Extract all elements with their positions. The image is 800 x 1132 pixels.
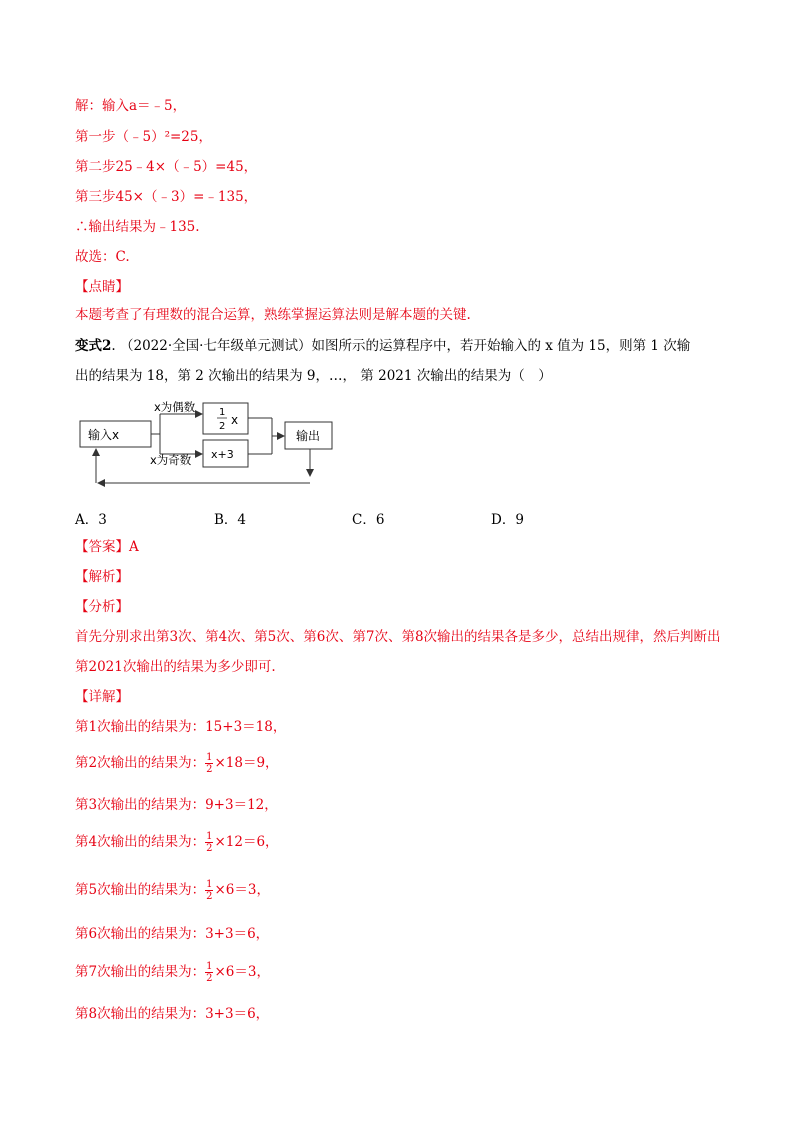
detail-expr: 3+3＝6， <box>205 926 270 942</box>
detail-prefix: 第3次输出的结果为： <box>75 797 206 813</box>
detail-expr: ×6＝3， <box>214 964 270 980</box>
odd-label: x为奇数 <box>150 453 192 467</box>
frac-num: 1 <box>206 752 213 763</box>
detail-expr: 9+3＝12， <box>205 797 278 813</box>
detail-prefix: 第6次输出的结果为： <box>75 926 206 942</box>
frac-num: 1 <box>206 831 213 842</box>
detail-line-4 <box>75 831 279 854</box>
solution-line-1: 解：输入a＝﹣5， <box>75 98 187 114</box>
frac-den: 2 <box>206 891 213 902</box>
half-num: 1 <box>219 407 226 418</box>
fenxi-heading: 【分析】 <box>75 599 129 615</box>
solution-line-6: 故选：C. <box>75 249 130 265</box>
answer-value: A <box>129 539 139 555</box>
detail-line-6 <box>75 925 269 943</box>
detail-line-1 <box>75 718 286 736</box>
detail-prefix: 第2次输出的结果为： <box>75 755 206 771</box>
detail-expr: 15+3＝18， <box>205 719 287 735</box>
detail-expr: 3+3＝6， <box>205 1006 270 1022</box>
question-line-2: 出的结果为 18，第 2 次输出的结果为 9，…， 第 2021 次输出的结果为（ ） <box>75 368 552 384</box>
answer-label: 【答案】 <box>75 539 129 555</box>
solution-line-2: 第一步（﹣5）²=25， <box>75 129 212 145</box>
solution-line-3: 第二步25﹣4×（﹣5）=45， <box>75 159 258 175</box>
frac-den: 2 <box>206 764 213 775</box>
detail-line-5 <box>75 879 270 902</box>
answer-line <box>75 538 139 556</box>
detail-line-2 <box>75 752 279 775</box>
detail-line-3 <box>75 796 278 814</box>
solution-line-5: ∴输出结果为﹣135. <box>75 219 200 235</box>
frac-den: 2 <box>206 843 213 854</box>
options-row <box>0 508 800 528</box>
option-a[interactable]: A．3 <box>75 512 107 528</box>
question-text-1: （2022·全国·七年级单元测试）如图所示的运算程序中，若开始输入的 x 值为 15，则第 1 次输 <box>120 338 691 354</box>
jiexi-heading: 【解析】 <box>75 569 129 585</box>
frac-den: 2 <box>206 973 213 984</box>
flowchart-diagram <box>74 400 336 490</box>
question-line-1 <box>75 337 690 355</box>
half-den: 2 <box>219 421 226 432</box>
half-fraction <box>205 831 213 854</box>
option-b[interactable]: B．4 <box>214 512 247 528</box>
detail-prefix: 第7次输出的结果为： <box>75 964 206 980</box>
question-label: 变式2 <box>75 338 112 354</box>
output-label: 输出 <box>296 429 321 443</box>
detail-prefix: 第4次输出的结果为： <box>75 834 206 850</box>
frac-num: 1 <box>206 879 213 890</box>
option-d[interactable]: D．9 <box>491 512 524 528</box>
detail-prefix: 第5次输出的结果为： <box>75 882 206 898</box>
half-var: x <box>231 413 239 427</box>
xiangjie-heading: 【详解】 <box>75 689 129 705</box>
detail-prefix: 第1次输出的结果为： <box>75 719 206 735</box>
detail-expr: ×12＝6， <box>214 834 279 850</box>
half-fraction <box>205 752 213 775</box>
question-dot: . <box>111 338 116 354</box>
plus3-label: x+3 <box>211 448 234 461</box>
option-c[interactable]: C．6 <box>352 512 385 528</box>
fenxi-text: 首先分别求出第3次、第4次、第5次、第6次、第7次、第8次输出的结果各是多少，总结出规律，然后判断出第2021次输出的结果为多少即可. <box>75 629 721 675</box>
detail-expr: ×18＝9， <box>214 755 279 771</box>
half-fraction <box>205 961 213 984</box>
solution-line-4: 第三步45×（﹣3）=﹣135， <box>75 189 258 205</box>
half-box <box>203 403 248 434</box>
frac-num: 1 <box>206 961 213 972</box>
detail-prefix: 第8次输出的结果为： <box>75 1006 206 1022</box>
even-label: x为偶数 <box>154 400 196 414</box>
detail-line-8 <box>75 1005 269 1023</box>
detail-line-7 <box>75 961 270 984</box>
input-label: 输入x <box>88 428 120 442</box>
detail-expr: ×6＝3， <box>214 882 270 898</box>
dianjing-heading: 【点睛】 <box>75 279 129 295</box>
half-fraction <box>205 879 213 902</box>
dianjing-text: 本题考查了有理数的混合运算，熟练掌握运算法则是解本题的关键. <box>75 307 471 323</box>
